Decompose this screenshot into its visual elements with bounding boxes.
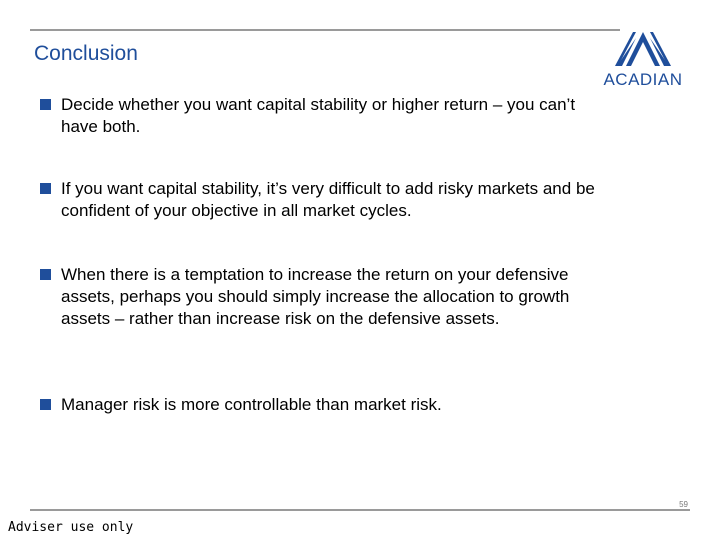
bullet-text: Manager risk is more controllable than market risk. xyxy=(61,395,442,414)
page-number: 59 xyxy=(679,500,688,509)
logo-wordmark: ACADIAN xyxy=(603,70,683,89)
bullet-text: Decide whether you want capital stability or higher return – you can’t have both. xyxy=(61,95,576,136)
top-divider xyxy=(30,29,620,31)
square-bullet-icon xyxy=(40,269,51,280)
bottom-divider xyxy=(30,509,690,511)
bullet-text: If you want capital stability, it’s very difficult to add risky markets and be confident of your objective in all market cycles. xyxy=(61,179,595,220)
logo-mark-icon xyxy=(600,30,686,70)
acadian-logo xyxy=(600,30,686,90)
square-bullet-icon xyxy=(40,99,51,110)
slide-title: Conclusion xyxy=(34,42,138,65)
bullet-text: When there is a temptation to increase the return on your defensive assets, perhaps you should simply increase the allocation to growth assets – rather than increase risk on the defensive assets. xyxy=(61,265,570,328)
square-bullet-icon xyxy=(40,183,51,194)
square-bullet-icon xyxy=(40,399,51,410)
footer-disclaimer: Adviser use only xyxy=(8,520,134,535)
